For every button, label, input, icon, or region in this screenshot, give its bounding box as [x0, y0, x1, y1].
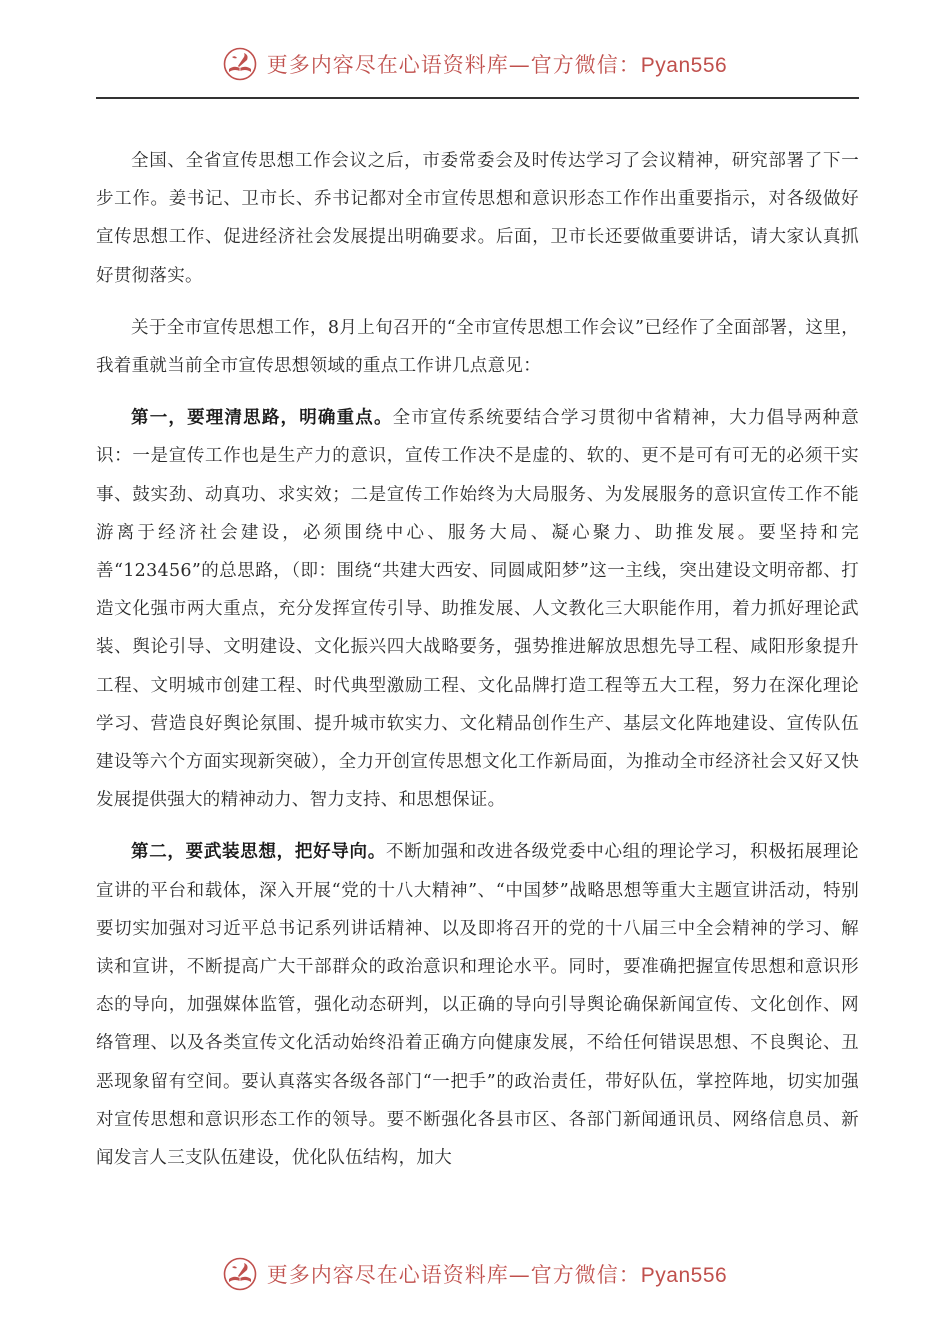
header-banner	[0, 42, 950, 86]
footer-banner-text	[267, 1259, 727, 1289]
header-contact-label: 官方微信：	[530, 53, 641, 77]
paragraph-4	[96, 833, 859, 1177]
footer-wechat-id: Pyan556	[640, 1264, 728, 1287]
header-divider	[96, 97, 859, 99]
header-wechat-id: Pyan556	[640, 54, 728, 77]
paragraph-3	[96, 399, 859, 819]
open-book-quill-logo-icon	[223, 47, 257, 81]
header-brand-text: 更多内容尽在心语资料库	[266, 53, 509, 77]
paragraph-3-heading: 第一，要理清思路，明确重点。	[131, 408, 393, 429]
paragraph-2: 关于全市宣传思想工作，8月上旬召开的“全市宣传思想工作会议”已经作了全面部署，这里，我着重就当前全市宣传思想领域的重点工作讲几点意见：	[96, 317, 859, 377]
paragraph-4-heading: 第二，要武装思想，把好导向。	[131, 842, 386, 863]
header-banner-text	[267, 49, 727, 79]
footer-separator: —	[508, 1263, 531, 1287]
paragraph-1: 全国、全省宣传思想工作会议之后，市委常委会及时传达学习了会议精神，研究部署了下一步工作。姜书记、卫市长、乔书记都对全市宣传思想和意识形态工作作出重要指示，对各级做好宣传思想工作、促进经济社会发展提出明确要求。后面，卫市长还要做重要讲话，请大家认真抓好贯彻落实。	[96, 151, 859, 286]
open-book-quill-logo-icon	[223, 1257, 257, 1291]
header-separator: —	[508, 53, 531, 77]
document-body	[96, 142, 859, 1191]
paragraph-4-text: 不断加强和改进各级党委中心组的理论学习，积极拓展理论宣讲的平台和载体，深入开展“党的十八大精神”、“中国梦”战略思想等重大主题宣讲活动，特别要切实加强对习近平总书记系列讲话精神、以及即将召开的党的十八届三中全会精神的学习、解读和宣讲，不断提高广大干部群众的政治意识和理论水平。同时，要准确把握宣传思想和意识形态的导向，加强媒体监管，强化动态研判，以正确的导向引导舆论确保新闻宣传、文化创作、网络管理、以及各类宣传文化活动始终沿着正确方向健康发展，不给任何错误思想、不良舆论、丑恶现象留有空间。要认真落实各级各部门“一把手”的政治责任，带好队伍，掌控阵地，切实加强对宣传思想和意识形态工作的领导。要不断强化各县市区、各部门新闻通讯员、网络信息员、新闻发言人三支队伍建设，优化队伍结构，加大	[96, 842, 859, 1169]
footer-banner	[0, 1252, 950, 1296]
paragraph-3-text: 全市宣传系统要结合学习贯彻中省精神，大力倡导两种意识：一是宣传工作也是生产力的意识，宣传工作决不是虚的、软的、更不是可有可无的必须干实事、鼓实劲、动真功、求实效；二是宣传工作始终为大局服务、为发展服务的意识宣传工作不能游离于经济社会建设，必须围绕中心、服务大局、凝心聚力、助推发展。要坚持和完善“123456”的总思路，（即：围绕“共建大西安、同圆咸阳梦”这一主线，突出建设文明帝都、打造文化强市两大重点，充分发挥宣传引导、助推发展、人文教化三大职能作用，着力抓好理论武装、舆论引导、文明建设、文化振兴四大战略要务，强势推进解放思想先导工程、咸阳形象提升工程、文明城市创建工程、时代典型激励工程、文化品牌打造工程等五大工程，努力在深化理论学习、营造良好舆论氛围、提升城市软实力、文化精品创作生产、基层文化阵地建设、宣传队伍建设等六个方面实现新突破），全力开创宣传思想文化工作新局面，为推动全市经济社会又好又快发展提供强大的精神动力、智力支持、和思想保证。	[96, 408, 859, 811]
footer-contact-label: 官方微信：	[530, 1263, 641, 1287]
footer-brand-text: 更多内容尽在心语资料库	[266, 1263, 509, 1287]
